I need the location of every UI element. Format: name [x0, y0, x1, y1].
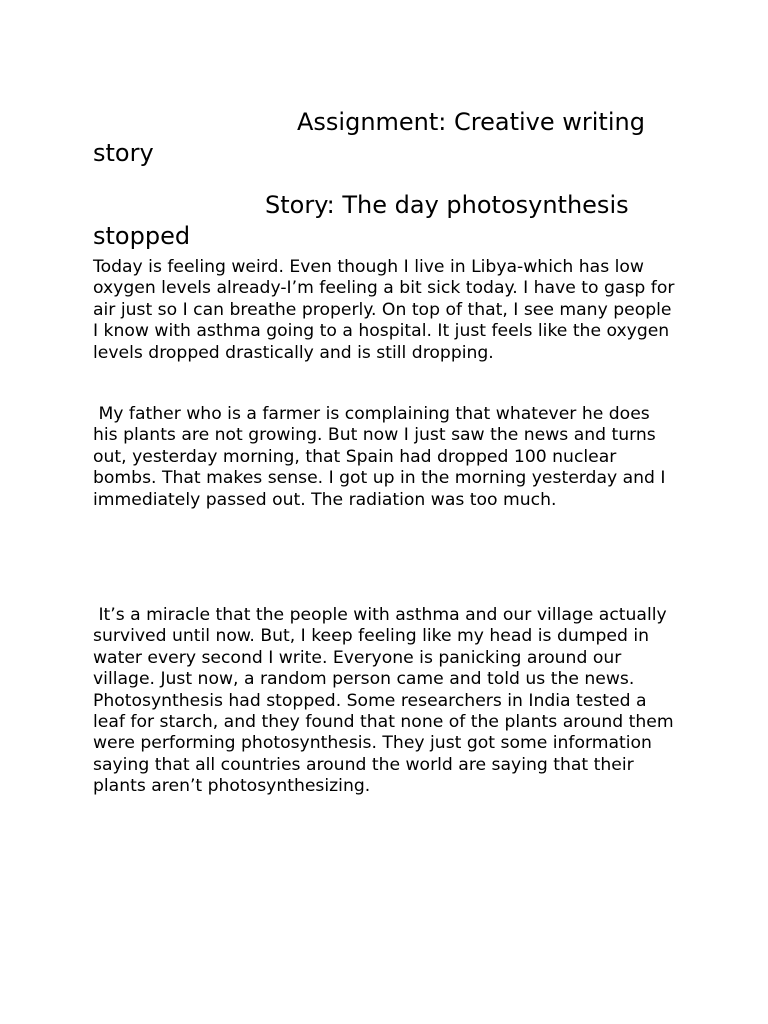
story-title: Story: The day photosynthesis stopped [93, 191, 629, 250]
story-paragraph-3: It’s a miracle that the people with asthma and our village actually survived until now. But, I keep feeling like my head is dumped in water every second I write. Everyone is panicking around our village. Just now, a random person came and told us the news. Photosynthesis had stopped. Some researchers in India tested a leaf for starch, and they found that none of the plants around them were performing photosynthesis. They just got some information saying that all countries around the world are saying that their plants aren’t photosynthesizing. [93, 605, 680, 797]
assignment-title: Assignment: Creative writing story [93, 108, 645, 167]
story-paragraph-2: My father who is a farmer is complaining that whatever he does his plants are not growing. But now I just saw the news and turns out, yesterday morning, that Spain had dropped 100 nuclear bombs. That makes sense. I got up in the morning yesterday and I immediately passed out. The radiation was too much. [93, 404, 671, 510]
story-paragraph-1: Today is feeling weird. Even though I live in Libya-which has low oxygen levels already-I’m feeling a bit sick today. I have to gasp for air just so I can breathe properly. On top of that, I see many people I know with asthma going to a hospital. It just feels like the oxygen levels dropped drastically and is still dropping. [93, 257, 680, 363]
